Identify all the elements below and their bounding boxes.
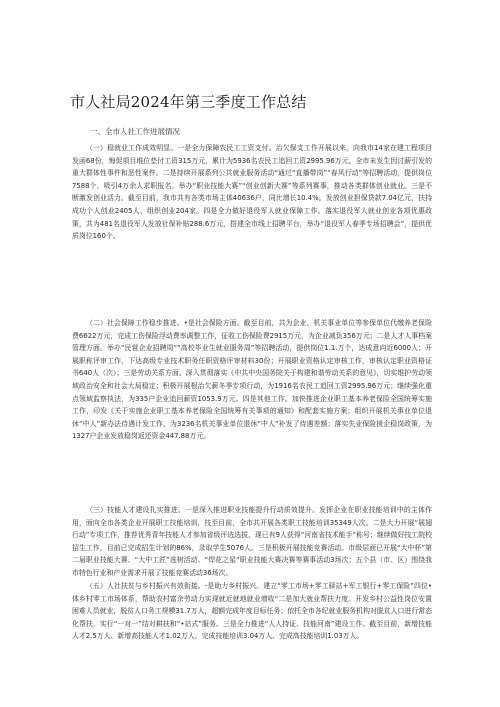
section-heading: 一、全市人社工作进展情况 — [90, 127, 180, 136]
paragraph-rural-revitalization: （五）人社扶贫与乡村振兴有效衔接。-是助力乡村振兴。建立“零工市场+零工驿站+军工银行+零工保险”四位•体乡村零工市场体系，帮助农村富余劳动力实现就近就地就业增收“二是加大就业帮扶力度。开发乡村公益性岗位安置困难人员就业，脱贫人口务工规模31.7万人，超额完成年度目标任务；依托全市各纪就业服务机构对脱贫人口进行常态化帮扶，实行“一对一”结对耕扶和“•站式”服务。三是全力推进“人人持证、技能河南”建设工作。截至目前，新增技能人才2.5万人、新增高技能人才1.02万人，完成技能培训3.04万人、完成高技能培训1.03万人。 — [72, 582, 432, 641]
paragraph-social-security: （二）社会保障工作稳步推进。•是社会保险方面。截至目前，共为企业、机关事业单位等参保单位代缴养老保险费6622万元，完成工伤保险浮动费率调整工作，征收工伤保险费2915万元，为企业减负356万元；二是人才人事档案管理方面。举办“民营企业招聘周”“高校毕业生就业服务周”等招聘活动，提供岗位1.1.万个，达成意向近6000人；开展职称评审工作，下达高级专业技术职务任职资格评审材料30份；开展职业资格认定审核工作，审核认定职业资格证书640人（次）；三是劳动关系方面。深入贯彻落实《中共中央国务院关于构建和谐劳动关系的意见》，切实维护劳动领域政治安全和社会大局稳定；积极开展根治欠薪冬季专项行动，为1916名农民工追回工资2995.96万元；继续强化重点领域监察执法，为335户企业追回薪资1053.9万元。四是其他工作。加快推进企业职工基本养老保险全国统筹实施工作，印发《关于实施企业职工基本养老保险全国统筹有关事项的通知》和配套实施方案；组织开展机关事业单位退休“中人”新办法待遇计发工作，为3236名机关事业单位退休“中人”补发了待遇差额；落实失业保险援企稳岗政策，为1327户企业发放稳岗返还资金447.88万元。 — [72, 319, 432, 441]
paragraph-skilled-talent: （三）技能人才建设扎实推进。一是深入推进职业技能提升行动质效提升。发挥企业在职业技能培训中的主体作用，面向全市各类企业开展职工技能培训，技至目前，全市共开展各类职工技能培训35349人次。二是大力开展“展翅行动”专项工作，推荐优秀青年技能人才参加省级评选选拔，现已有9人获得“河南省技术能手”称号；继续做好技工院校招生工作，目前已完成招生计划的86%，录取学生5076人。三是积极开展技能竞赛活动。市级层面已开展“大中杯”第二届职业技能大赛、“大中工匠”选树活动、“焊花之星”职业技能大赛决赛等赛事活动3场次；五个县（市、区）围绕我市特色行业和产业需求开展了技能竞赛活动36场次。 — [72, 506, 432, 577]
paragraph-employment: （一）稳就业工作成效明显。一是全力保障农民工工资支付。治欠保支工作开展以来，向我市14家在建工程项目发函68份，悔促项目堆位垫付工资315万元，累计为5936名农民工追回工资2995.96万元，全市未发生因讨薪引发的重大群体性事件和恶性案件。二是持续开展系列公共就业服务活动“通过“直播带岗”“春风行动”等招聘活动，提供岗位7588个，吸引4万余人求职报名。举办“职业技能大赛”“创业创新大赛”等系列赛事，推动各类群体创业就业。三是不断激发创业活力。截至目前，我市共有各类市场主体40636户，同比增长10.4%。发放创业担保贷款7.04亿元，扶持成功个人创业2405人、组织创业204家。四是全力做好退役军人就业保障工作。落实退役军人就业创业各项优惠政策，共为481名退役军人发放社保补贴288.6万元，搭建全市线上招聘平台，举办“退役军人春季专场招聘会”，提供优质岗位160个。 — [72, 144, 432, 241]
document-title: 市人社局2024年第三季度工作总结 — [70, 93, 307, 111]
